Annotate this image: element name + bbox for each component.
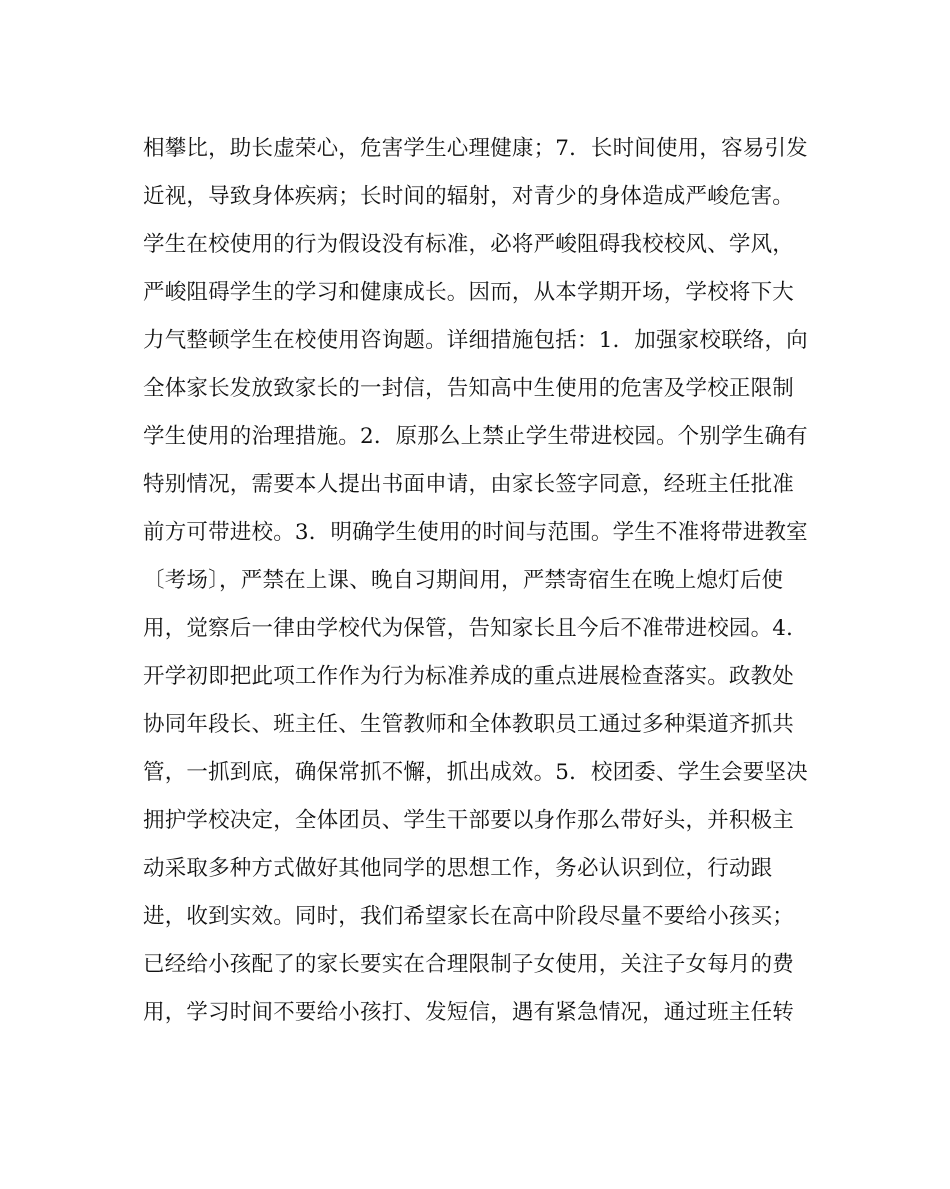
body-text [143, 125, 823, 1037]
text-line: 用，觉察后一律由学校代为保管，告知家长且今后不准带进校园。4． [143, 616, 808, 641]
text-line: 严峻阻碍学生的学习和健康成长。因而，从本学期开场，学校将下大 [143, 280, 795, 305]
text-line: 用，学习时间不要给小孩打、发短信，遇有紧急情况，通过班主任转 [143, 1000, 795, 1025]
text-line: 动采取多种方式做好其他同学的思想工作，务必认识到位，行动跟 [143, 856, 773, 881]
text-line: 近视，导致身体疾病；长时间的辐射，对青少的身体造成严峻危害。 [143, 184, 795, 209]
text-line: 管，一抓到底，确保常抓不懈，抓出成效。5．校团委、学生会要坚决 [143, 760, 808, 785]
text-line: 前方可带进校。3．明确学生使用的时间与范围。学生不准将带进教室 [143, 520, 808, 545]
text-line: 已经给小孩配了的家长要实在合理限制子女使用，关注子女每月的费 [143, 952, 795, 977]
text-line: 相攀比，助长虚荣心，危害学生心理健康；7．长时间使用，容易引发 [143, 136, 808, 161]
text-line: 协同年段长、班主任、生管教师和全体教职员工通过多种渠道齐抓共 [143, 712, 795, 737]
text-line: 〔考场〕，严禁在上课、晚自习期间用，严禁寄宿生在晚上熄灯后使 [143, 568, 784, 593]
text-line: 全体家长发放致家长的一封信，告知高中生使用的危害及学校正限制 [143, 376, 795, 401]
text-line: 力气整顿学生在校使用咨询题。详细措施包括：1．加强家校联络，向 [143, 328, 808, 353]
text-line: 进，收到实效。同时，我们希望家长在高中阶段尽量不要给小孩买； [143, 904, 795, 929]
text-line: 开学初即把此项工作作为行为标准养成的重点进展检查落实。政教处 [143, 664, 795, 689]
text-line: 拥护学校决定，全体团员、学生干部要以身作那么带好头，并积极主 [143, 808, 795, 833]
text-line: 学生在校使用的行为假设没有标准，必将严峻阻碍我校校风、学风， [143, 232, 795, 257]
text-line: 特别情况，需要本人提出书面申请，由家长签字同意，经班主任批准 [143, 472, 795, 497]
text-line: 学生使用的治理措施。2．原那么上禁止学生带进校园。个别学生确有 [143, 424, 808, 449]
